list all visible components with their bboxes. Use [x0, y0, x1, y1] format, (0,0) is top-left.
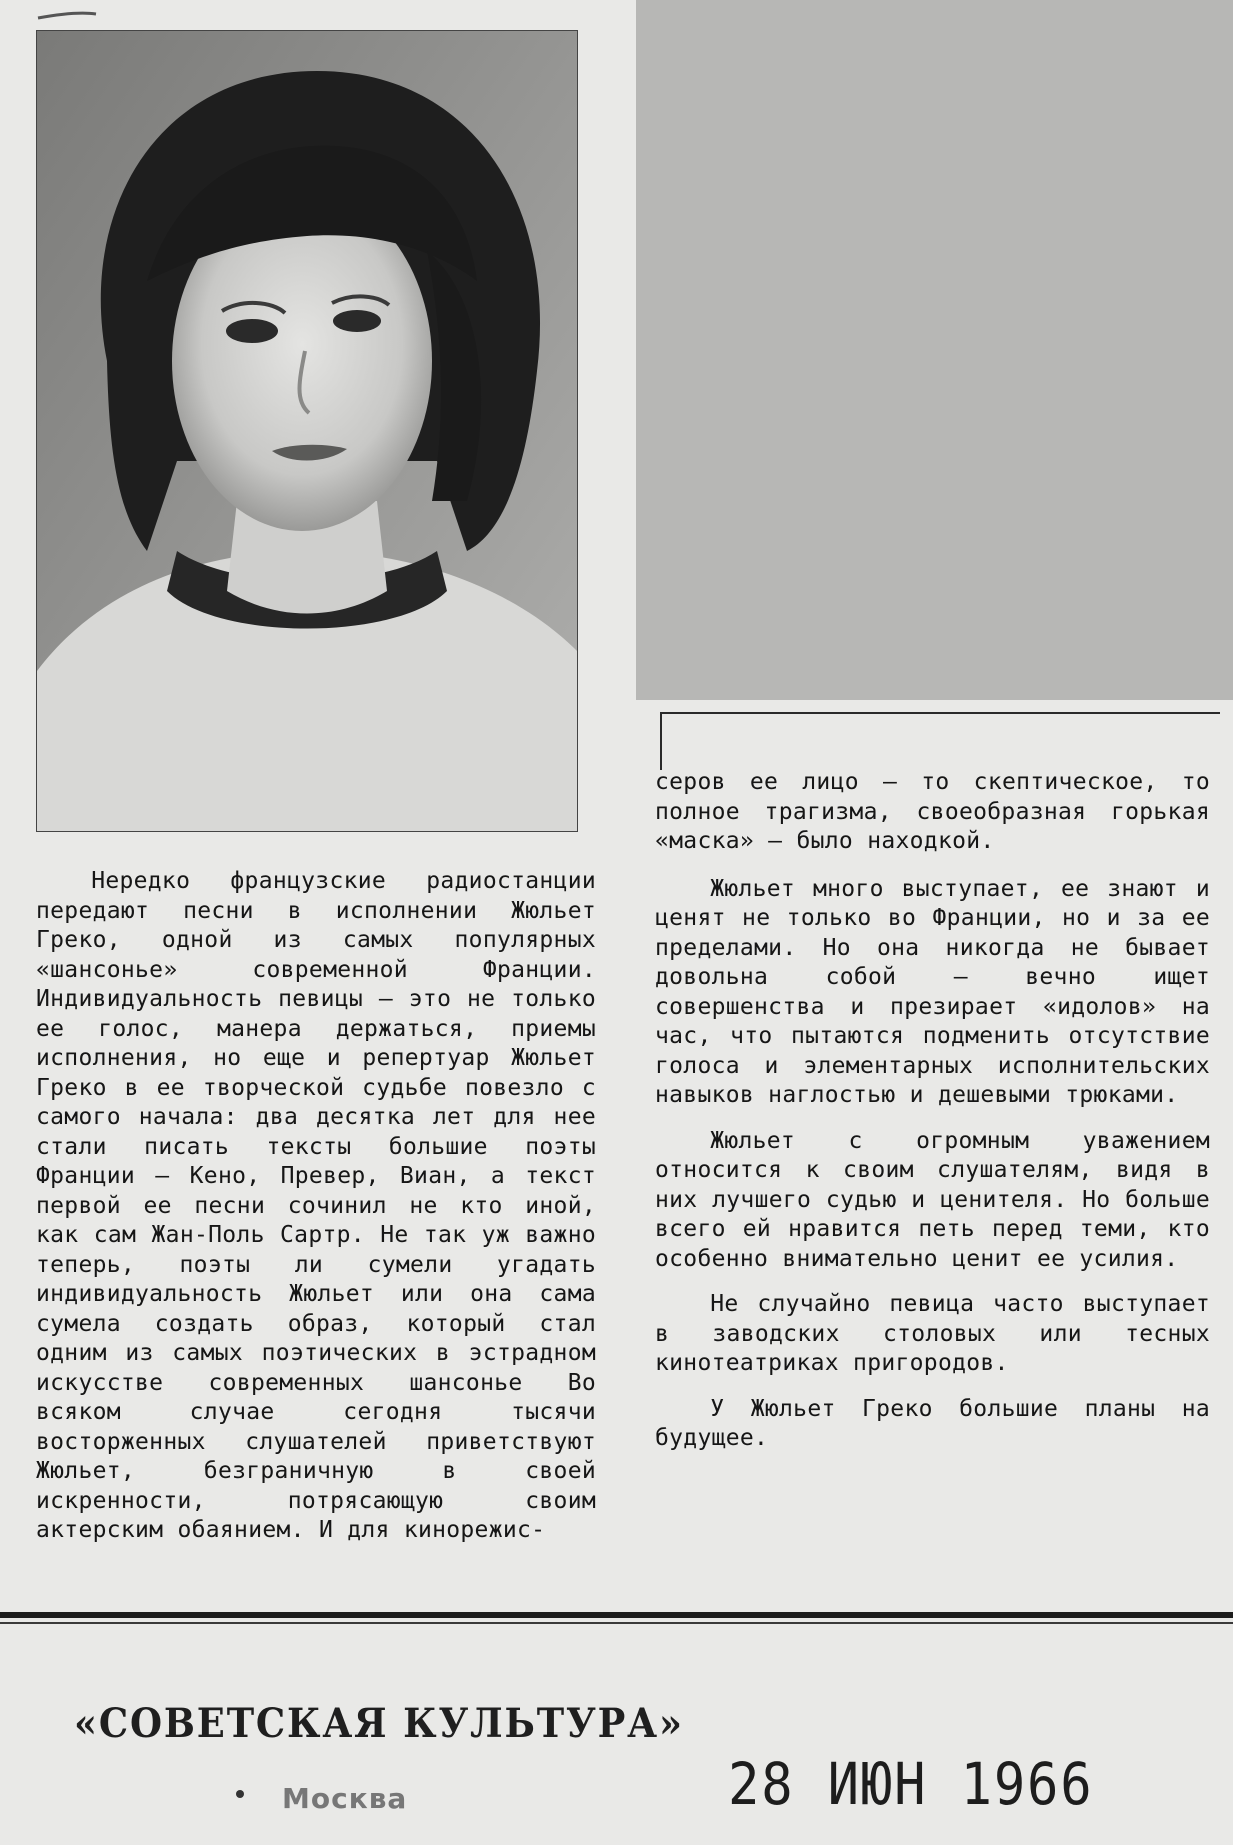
right-paragraph-3: Не случайно певица часто выступает в заводских столовых или тесных кинотеатриках пригородов.: [655, 1291, 1210, 1376]
column-frame-left: [660, 712, 662, 770]
newspaper-name-stamp: «СОВЕТСКАЯ КУЛЬТУРА»: [74, 1700, 684, 1747]
bottom-rule-thin: [0, 1622, 1233, 1624]
right-continuation: серов ее лицо — то скептическое, то полное трагизма, своеобразная горькая «маска» — было находкой.: [655, 769, 1210, 854]
blank-gray-area: [636, 0, 1233, 700]
left-paragraph: Нередко французские радиостанции передают песни в исполнении Жюльет Греко, одной из самых популярных «шансонье» современной Франции. Индивидуальность певицы — это не только ее голос, манера держаться, приемы исполнения, но еще и репертуар Жюльет Греко в ее творческой судьбе повезло с самого начала: два десятка лет для нее стали писать тексты большие поэты Франции — Кено, Превер, Виан, а текст первой ее песни сочинил не кто иной, как сам Жан-Поль Сартр. Не так уж важно теперь, поэты ли сумели угадать индивидуальность Жюльет или она сама сумела создать образ, который стал одним из самых поэтических в эстрадном искусстве современных шансонье Во всяком случае сегодня тысячи восторженных слушателей приветствуют Жюльет, безграничную в своей искренности, потрясающую своим актерским обаянием. И для кинорежис-: [36, 868, 596, 1543]
article-left-column: [36, 867, 596, 1546]
right-paragraph-1: Жюльет много выступает, ее знают и ценят не только во Франции, но и за ее пределами. Но она никогда не бывает довольна собой — вечно ищет совершенства и презирает «идолов» на час, что пытаются подменить отсутствие голоса и элементарных исполнительских навыков наглостью и дешевыми трюками.: [655, 875, 1210, 1108]
article-right-column: [655, 768, 1210, 1470]
city-stamp: Москва: [282, 1782, 408, 1815]
column-frame-top: [660, 712, 1220, 714]
right-paragraph-2: Жюльет с огромным уважением относится к своим слушателям, видя в них лучшего судью и ценителя. Но больше всего ей нравится петь перед теми, кто особенно внимательно ценит ее усилия.: [655, 1127, 1210, 1272]
bullet-dot: [236, 1790, 244, 1798]
bottom-rule-thick: [0, 1612, 1233, 1618]
singer-photo: [36, 30, 578, 832]
right-paragraph-4: У Жюльет Греко большие планы на будущее.: [655, 1395, 1210, 1451]
date-stamp: 28 ИЮН 1966: [728, 1750, 1094, 1818]
